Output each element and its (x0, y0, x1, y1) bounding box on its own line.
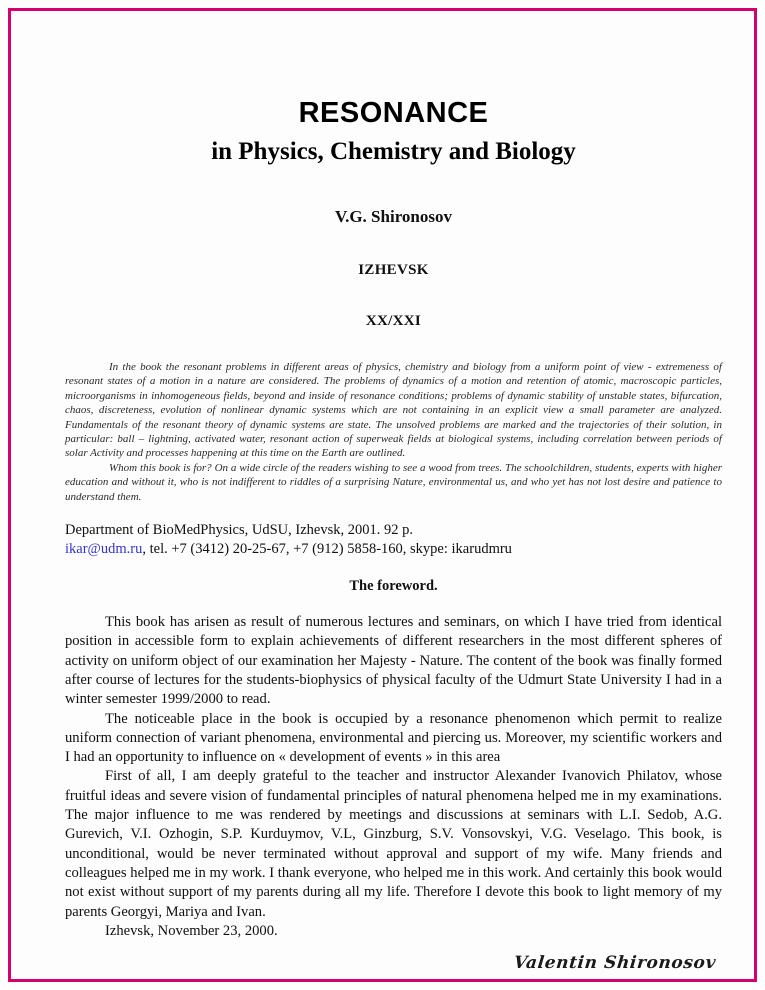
abstract-block (65, 360, 722, 504)
email-link[interactable]: ikar@udm.ru (65, 541, 143, 558)
page-content-area (65, 23, 722, 974)
century-marker: XX/XXI (365, 313, 422, 329)
contact-line (65, 540, 722, 559)
abstract-paragraph-2: Whom this book is for? On a wide circle of the readers wishing to see a wood from trees. The schoolchildren, students, experts with higher education and without it, who is not indifferent to riddles of a surprising Nature, environmental us, and who yet has not lost desire and patience to understand them. (65, 461, 722, 503)
page-title: RESONANCE (298, 97, 489, 129)
department-line: Department of BioMedPhysics, UdSU, Izhevsk, 2001. 92 p. (65, 522, 413, 539)
dateline: Izhevsk, November 23, 2000. (105, 922, 278, 939)
foreword-heading: The foreword. (349, 578, 438, 595)
publication-place: IZHEVSK (358, 262, 429, 278)
foreword-body (65, 613, 722, 941)
signature: Valentin Shironosov (512, 953, 718, 974)
contact-details: , tel. +7 (3412) 20-25-67, +7 (912) 5858-160, skype: ikarudmru (142, 541, 512, 558)
abstract-paragraph-1: In the book the resonant problems in different areas of physics, chemistry and biology from a uniform point of view - extremeness of resonant states of a motion in a nature are considered. The problems of dynamics of a motion and retention of atomic, macroscopic particles, microorganisms in inhomogeneous fields, beyond and inside of resonance conditions; problems of dynamic stability of unstable states, bifurcation, chaos, discreteness, evolution of nonlinear dynamic systems which are not containing in an explicit view a small parameter are analyzed. Fundamentals of the resonant theory of dynamic systems are state. The unsolved problems are marked and the trajectories of their solution, in particular: ball – lightning, activated water, resonant action of superweak fields at biological systems, including correlation between periods of solar Activity and processes happening at this time on the Earth are outlined. (65, 361, 722, 460)
page-border-frame (8, 8, 757, 982)
author-name: V.G. Shironosov (335, 207, 452, 226)
foreword-paragraph-1: This book has arisen as result of numerous lectures and seminars, on which I have tried from identical position in accessible form to explain achievements of different researchers in the most different spheres of activity on uniform object of our examination her Majesty - Nature. The content of the book was finally formed after course of lectures for the students-biophysics of physical faculty of the Udmurt State University I had in a winter semester 1999/2000 to read. (65, 614, 722, 708)
page-subtitle: in Physics, Chemistry and Biology (211, 138, 576, 165)
imprint-block (65, 521, 722, 559)
foreword-paragraph-2: The noticeable place in the book is occupied by a resonance phenomenon which permit to realize uniform connection of variant phenomena, environmental and piercing us. Moreover, my scientific workers and I had an opportunity to influence on « development of events » in this area (65, 710, 722, 766)
foreword-paragraph-3: First of all, I am deeply grateful to the teacher and instructor Alexander Ivanovich Philatov, whose fruitful ideas and severe vision of fundamental principles of natural phenomena helped me in my examinations. The major influence to me was rendered by meetings and discussions at seminars with L.I. Sedob, A.G. Gurevich, V.I. Ozhogin, S.P. Kurduymov, V.L, Ginzburg, S.V. Vonsovskyi, V.G. Veselago. This book, is unconditional, would be never terminated without approval and support of my wife. Many friends and colleagues helped me in my work. I thank everyone, who helped me in this work. And certainly this book would not exist without support of my parents during all my life. Therefore I devote this book to light memory of my parents Georgyi, Mariya and Ivan. (65, 768, 722, 920)
